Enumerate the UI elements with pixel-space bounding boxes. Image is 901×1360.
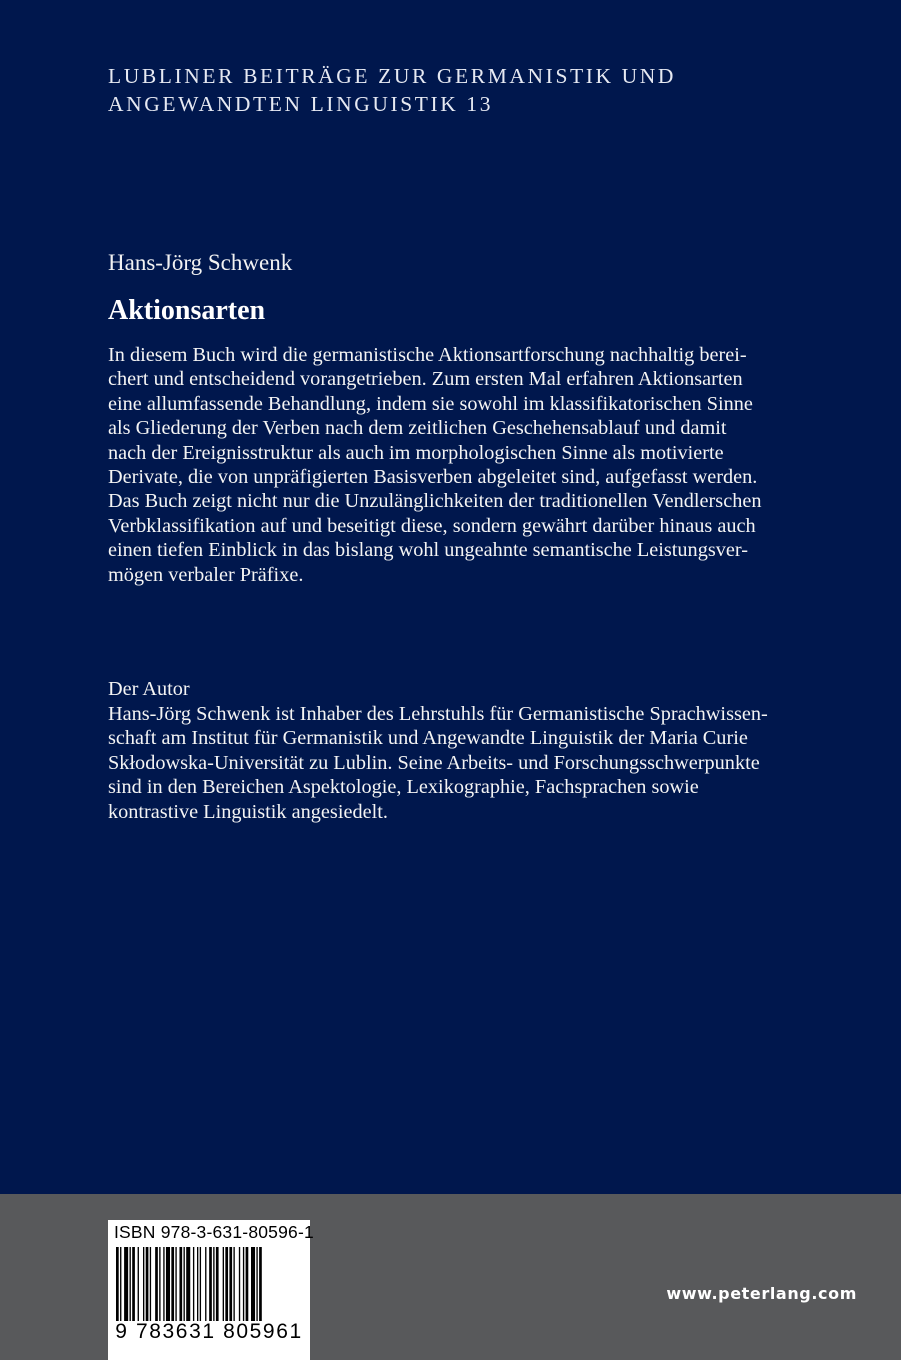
barcode-bar bbox=[116, 1247, 119, 1321]
barcode-bar bbox=[225, 1247, 228, 1321]
barcode-bar bbox=[256, 1247, 257, 1321]
barcode-bar bbox=[179, 1247, 182, 1321]
description-line: als Gliederung der Verben nach dem zeitlichen Geschehensablauf und damit bbox=[108, 417, 727, 440]
barcode-bar bbox=[132, 1247, 135, 1321]
about-author-heading: Der Autor bbox=[108, 678, 190, 700]
barcode-bar bbox=[175, 1247, 176, 1321]
barcode-bar bbox=[130, 1247, 131, 1321]
about-author-text bbox=[108, 702, 848, 824]
barcode-bar bbox=[146, 1247, 149, 1321]
barcode-digits: 9 783631 805961 bbox=[115, 1320, 303, 1343]
barcode-bar bbox=[193, 1247, 194, 1321]
description-line: mögen verbaler Präfixe. bbox=[108, 563, 304, 586]
barcode-bar bbox=[138, 1247, 139, 1321]
barcode-bar bbox=[229, 1247, 232, 1321]
description-line: Verbklassifikation auf und beseitigt diese, sondern gewährt darüber hinaus auch bbox=[108, 514, 756, 537]
barcode-bar bbox=[184, 1247, 185, 1321]
series-title-line-1: LUBLINER BEITRÄGE ZUR GERMANISTIK UND bbox=[108, 64, 676, 88]
description-line: einen tiefen Einblick in das bislang wohl ungeahnte semantische Leistungsver- bbox=[108, 539, 748, 562]
barcode-bar bbox=[171, 1247, 174, 1321]
barcode-bar bbox=[155, 1247, 158, 1321]
barcode-bar bbox=[166, 1247, 170, 1321]
barcode-bar bbox=[197, 1247, 198, 1321]
barcode-bar bbox=[251, 1247, 255, 1321]
barcode-bar bbox=[159, 1247, 160, 1321]
barcode-bar bbox=[259, 1247, 262, 1321]
barcode-bar bbox=[143, 1247, 144, 1321]
barcode-bar bbox=[246, 1247, 249, 1321]
barcode-bar bbox=[186, 1247, 190, 1321]
barcode-bars bbox=[116, 1247, 306, 1321]
isbn-barcode bbox=[108, 1220, 314, 1360]
book-title: Aktionsarten bbox=[108, 295, 266, 326]
author-name: Hans-Jörg Schwenk bbox=[108, 250, 293, 275]
about-line: Skłodowska-Universität zu Lublin. Seine Arbeits- und Forschungsschwerpunkte bbox=[108, 751, 760, 774]
about-line: schaft am Institut für Germanistik und Angewandte Linguistik der Maria Curie bbox=[108, 727, 748, 750]
series-title-line-2: ANGEWANDTEN LINGUISTIK 13 bbox=[108, 92, 494, 116]
publisher-website: www.peterlang.com bbox=[666, 1284, 857, 1303]
description-line: nach der Ereignisstruktur als auch im morphologischen Sinne als motivierte bbox=[108, 441, 724, 464]
barcode-bar bbox=[239, 1247, 240, 1321]
about-line: Hans-Jörg Schwenk ist Inhaber des Lehrstuhls für Germanistische Sprachwissen- bbox=[108, 703, 768, 725]
description-line: Derivate, die von unpräfigierten Basisverben abgeleitet sind, aufgefasst werden. bbox=[108, 466, 758, 489]
barcode-bar bbox=[120, 1247, 121, 1321]
about-line: kontrastive Linguistik angesiedelt. bbox=[108, 800, 388, 823]
barcode-bar bbox=[150, 1247, 151, 1321]
footer-bar bbox=[0, 1194, 901, 1360]
barcode-bar bbox=[243, 1247, 244, 1321]
barcode-bar bbox=[200, 1247, 201, 1321]
barcode-bar bbox=[124, 1247, 128, 1321]
barcode-bar bbox=[209, 1247, 212, 1321]
barcode-bar bbox=[223, 1247, 224, 1321]
barcode-bar bbox=[233, 1247, 234, 1321]
barcode-bar bbox=[213, 1247, 214, 1321]
barcode-bar bbox=[205, 1247, 206, 1321]
description-line: eine allumfassende Behandlung, indem sie sowohl im klassifikatorischen Sinne bbox=[108, 392, 753, 415]
barcode-bar bbox=[216, 1247, 219, 1321]
description-line: chert und entscheidend vorangetrieben. Zum ersten Mal erfahren Aktionsarten bbox=[108, 368, 743, 391]
barcode-bar bbox=[163, 1247, 164, 1321]
description-line: In diesem Buch wird die germanistische Aktionsartforschung nachhaltig berei- bbox=[108, 344, 747, 366]
series-title bbox=[108, 62, 808, 118]
about-line: sind in den Bereichen Aspektologie, Lexikographie, Fachsprachen sowie bbox=[108, 776, 699, 799]
isbn-label: ISBN 978-3-631-80596-1 bbox=[114, 1222, 314, 1242]
description-line: Das Buch zeigt nicht nur die Unzulänglichkeiten der traditionellen Vendlerschen bbox=[108, 490, 762, 513]
book-description bbox=[108, 343, 848, 587]
